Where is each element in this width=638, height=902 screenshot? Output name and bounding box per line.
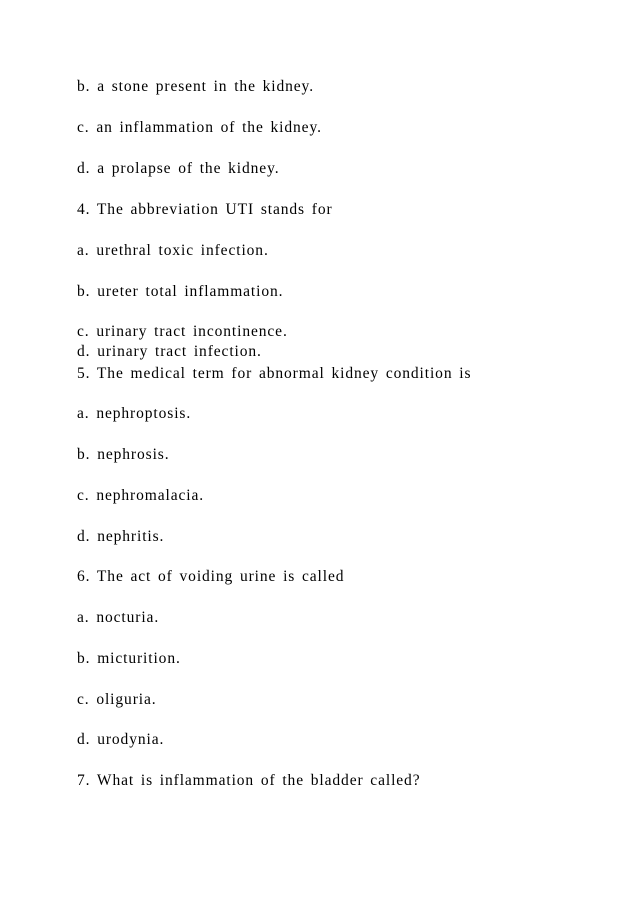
answer-option-c-q6: c. oliguria. [77,691,157,708]
answer-option-c-q3: c. an inflammation of the kidney. [77,119,322,136]
answer-option-c-q4: c. urinary tract incontinence. [77,323,288,340]
answer-option-c-q5: c. nephromalacia. [77,487,205,504]
answer-option-d-q5: d. nephritis. [77,528,165,545]
answer-option-a-q5: a. nephroptosis. [77,405,192,422]
question-7: 7. What is inflammation of the bladder called? [77,772,421,789]
answer-option-d-q3: d. a prolapse of the kidney. [77,160,280,177]
answer-option-a-q4: a. urethral toxic infection. [77,242,269,259]
answer-option-b-q4: b. ureter total inflammation. [77,283,284,300]
answer-option-b-q3: b. a stone present in the kidney. [77,78,314,95]
question-5: 5. The medical term for abnormal kidney condition is [77,365,472,382]
answer-option-d-q4: d. urinary tract infection. [77,343,262,360]
answer-option-b-q5: b. nephrosis. [77,446,170,463]
question-4: 4. The abbreviation UTI stands for [77,201,333,218]
answer-option-d-q6: d. urodynia. [77,731,165,748]
answer-option-a-q6: a. nocturia. [77,609,160,626]
answer-option-b-q6: b. micturition. [77,650,181,667]
question-6: 6. The act of voiding urine is called [77,568,345,585]
